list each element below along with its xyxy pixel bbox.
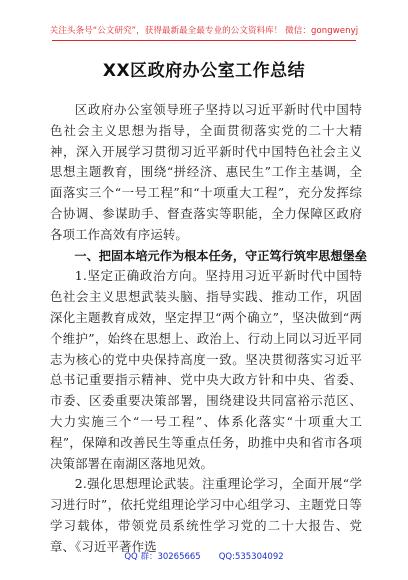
document-body <box>50 100 367 558</box>
item-paragraph-2: 2.强化思想理论武装。注重理论学习，全面开展“学习进行时”，依托党组理论学习中心组学习、主题党日等学习载体，带领党员系统性学习党的二十大报告、党章、《习近平著作选 <box>50 476 362 554</box>
footer-qq-number: QQ:535304092 <box>218 552 284 562</box>
footer-contact <box>0 550 408 562</box>
document-title: XX区政府办公室工作总结 <box>102 61 306 81</box>
header-divider <box>52 40 356 41</box>
section-heading: 一、把固本培元作为根本任务，守正笃行筑牢思想堡垒 <box>74 248 367 263</box>
footer-qq-group: QQ 群：30265665 <box>124 552 201 562</box>
item-paragraph-1: 1.坚定正确政治方向。坚持用习近平新时代中国特色社会主义思想武装头脑、指导实践、推动工作，巩固深化主题教育成效，坚定捍卫“两个确立”，坚决做到“两个维护”，始终在思想上、政治上、行动上同以习近平同志为核心的党中央保持高度一致。坚决贯彻落实习近平总书记重要指示精神、党中央大政方针和中央、省委、市委、区委重要决策部署，围绕建设共同富裕示范区、大力实施三个“一号工程”、体系化落实“十项重大工程”，保障和改善民生等重点任务，助推中央和省市各项决策部署在南湖区落地见效。 <box>50 268 362 471</box>
intro-paragraph: 区政府办公室领导班子坚持以习近平新时代中国特色社会主义思想为指导，全面贯彻落实党的二十大精神，深入开展学习贯彻习近平新时代中国特色社会主义思想主题教育，围绕“拼经济、惠民生”工作主基调，全面落实三个“一号工程”和“十项重大工程”，充分发挥综合协调、参谋助手、督查落实等职能，全力保障区政府各项工作高效有序运转。 <box>50 102 362 242</box>
header-notice: 关注头条号“公文研究”，获得最新最全最专业的公文资料库！ 微信：gongwenyj <box>49 26 359 36</box>
